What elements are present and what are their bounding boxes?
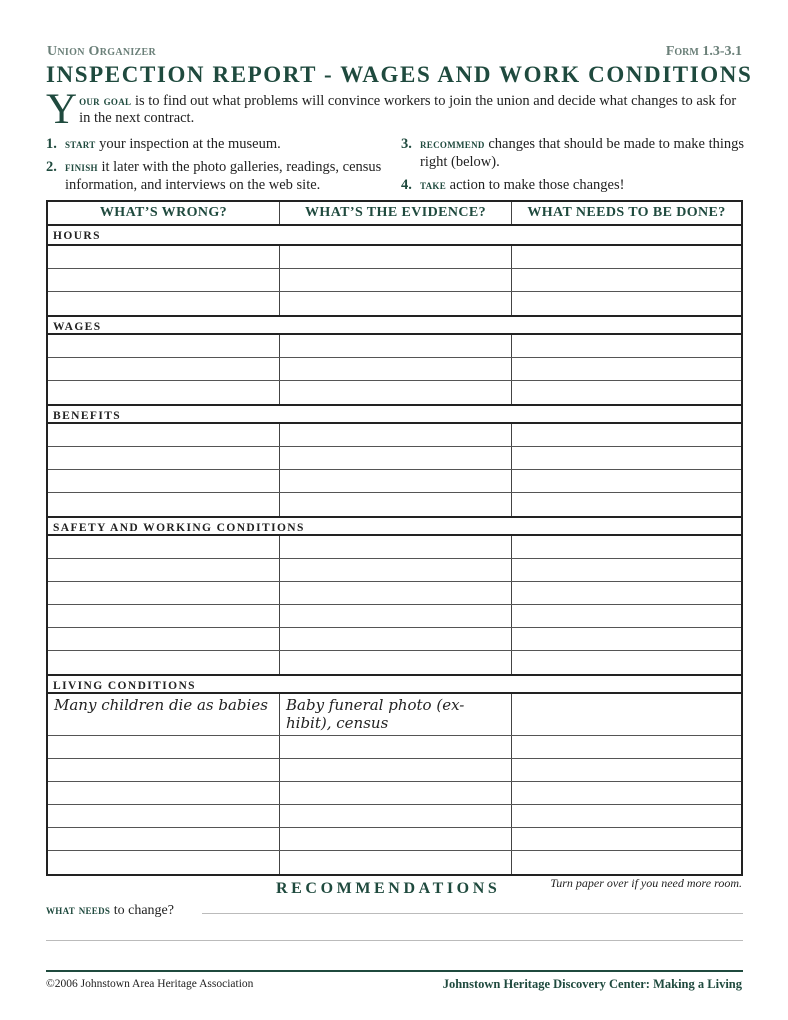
cell-evidence[interactable]	[280, 292, 512, 315]
cell-todo[interactable]	[512, 628, 741, 650]
table-row	[48, 851, 741, 874]
cell-evidence[interactable]	[280, 493, 512, 516]
cell-evidence[interactable]	[280, 470, 512, 492]
cell-evidence[interactable]	[280, 782, 512, 804]
cell-wrong[interactable]	[48, 582, 280, 604]
table-header	[48, 202, 741, 226]
cell-todo[interactable]	[512, 605, 741, 627]
step-2	[46, 158, 391, 194]
cell-todo[interactable]	[512, 335, 741, 357]
cell-evidence[interactable]	[280, 424, 512, 446]
table-row	[48, 605, 741, 628]
table-row	[48, 246, 741, 269]
cell-evidence[interactable]	[280, 736, 512, 758]
step-1	[46, 135, 386, 153]
recommendations-title: RECOMMENDATIONS	[276, 880, 501, 897]
table-row	[48, 782, 741, 805]
column-header-todo: WHAT NEEDS TO BE DONE?	[527, 205, 726, 220]
what-needs-keyword: what needs	[46, 902, 111, 917]
answer-line[interactable]	[202, 913, 743, 914]
page-title: INSPECTION REPORT - WAGES AND WORK CONDITIONS	[46, 62, 753, 87]
section-living: LIVING CONDITIONS	[48, 674, 741, 694]
step-text: changes that should be made to make things right (below).	[420, 136, 745, 170]
cell-todo[interactable]	[512, 559, 741, 581]
table-row	[48, 292, 741, 315]
step-keyword: finish	[65, 159, 98, 174]
copyright: ©2006 Johnstown Area Heritage Association	[46, 978, 254, 990]
cell-todo[interactable]	[512, 269, 741, 291]
table-row	[48, 536, 741, 559]
cell-evidence[interactable]	[280, 269, 512, 291]
cell-todo[interactable]	[512, 782, 741, 804]
table-row	[48, 736, 741, 759]
table-row	[48, 805, 741, 828]
program-label: Union Organizer	[47, 44, 157, 59]
cell-todo[interactable]	[512, 694, 741, 735]
table-row	[48, 424, 741, 447]
cell-wrong[interactable]	[48, 782, 280, 804]
table-row	[48, 381, 741, 404]
cell-wrong[interactable]	[48, 246, 280, 268]
cell-todo[interactable]	[512, 470, 741, 492]
step-text: it later with the photo galleries, readings, census information, and interviews on the web site.	[65, 159, 382, 193]
step-4	[401, 176, 746, 194]
cell-wrong[interactable]	[48, 559, 280, 581]
cell-wrong[interactable]	[48, 381, 280, 404]
answer-line[interactable]	[46, 940, 743, 941]
center-name: Johnstown Heritage Discovery Center: Making a Living	[442, 977, 742, 991]
cell-evidence[interactable]	[280, 628, 512, 650]
cell-todo[interactable]	[512, 759, 741, 781]
cell-todo[interactable]	[512, 736, 741, 758]
table-row	[48, 582, 741, 605]
cell-evidence[interactable]	[280, 536, 512, 558]
cell-wrong[interactable]	[48, 736, 280, 758]
cell-todo[interactable]	[512, 424, 741, 446]
table-row	[48, 694, 741, 736]
cell-todo[interactable]	[512, 292, 741, 315]
table-row	[48, 447, 741, 470]
cell-evidence[interactable]: Baby funeral photo (ex-hibit), census	[280, 694, 512, 735]
step-keyword: take	[420, 177, 447, 192]
step-number: 2.	[46, 159, 57, 175]
cell-wrong[interactable]	[48, 335, 280, 357]
goal-keyword: our goal	[79, 93, 132, 108]
cell-wrong[interactable]	[48, 493, 280, 516]
cell-evidence[interactable]	[280, 582, 512, 604]
table-row	[48, 493, 741, 516]
cell-evidence[interactable]	[280, 335, 512, 357]
table-row	[48, 759, 741, 782]
section-hours: HOURS	[48, 226, 741, 246]
cell-wrong[interactable]	[48, 424, 280, 446]
cell-wrong[interactable]	[48, 805, 280, 827]
step-text: your inspection at the museum.	[95, 136, 281, 152]
cell-wrong[interactable]	[48, 828, 280, 850]
cell-todo[interactable]	[512, 493, 741, 516]
inspection-table	[46, 200, 743, 876]
cell-todo[interactable]	[512, 651, 741, 674]
section-benefits: BENEFITS	[48, 404, 741, 424]
cell-evidence[interactable]	[280, 246, 512, 268]
cell-wrong[interactable]	[48, 851, 280, 874]
cell-evidence[interactable]	[280, 447, 512, 469]
cell-todo[interactable]	[512, 805, 741, 827]
cell-todo[interactable]	[512, 536, 741, 558]
cell-todo[interactable]	[512, 246, 741, 268]
what-needs-label	[46, 902, 174, 919]
column-header-wrong: WHAT’S WRONG?	[48, 202, 280, 224]
recommendations-note: Turn paper over if you need more room.	[550, 876, 742, 890]
cell-evidence[interactable]	[280, 651, 512, 674]
goal-paragraph	[46, 86, 746, 133]
cell-todo[interactable]	[512, 358, 741, 380]
table-row	[48, 358, 741, 381]
cell-todo[interactable]	[512, 582, 741, 604]
cell-wrong[interactable]: Many children die as babies	[48, 694, 280, 735]
section-safety: SAFETY AND WORKING CONDITIONS	[48, 516, 741, 536]
cell-wrong[interactable]	[48, 605, 280, 627]
cell-wrong[interactable]	[48, 269, 280, 291]
cell-wrong[interactable]	[48, 651, 280, 674]
table-row	[48, 335, 741, 358]
cell-evidence[interactable]	[280, 559, 512, 581]
cell-wrong[interactable]	[48, 470, 280, 492]
cell-wrong[interactable]	[48, 358, 280, 380]
step-number: 1.	[46, 136, 57, 152]
cell-evidence[interactable]	[280, 828, 512, 850]
what-needs-text: to change?	[110, 903, 174, 918]
drop-cap: Y	[46, 86, 78, 133]
cell-wrong[interactable]	[48, 628, 280, 650]
column-header-evidence: WHAT’S THE EVIDENCE?	[280, 202, 512, 224]
step-keyword: recommend	[420, 136, 485, 151]
table-row	[48, 651, 741, 674]
footer-divider	[46, 970, 743, 972]
table-row	[48, 269, 741, 292]
cell-todo[interactable]	[512, 447, 741, 469]
cell-evidence[interactable]	[280, 759, 512, 781]
cell-evidence[interactable]	[280, 851, 512, 874]
table-row	[48, 628, 741, 651]
table-row	[48, 559, 741, 582]
cell-evidence[interactable]	[280, 805, 512, 827]
step-number: 3.	[401, 136, 412, 152]
cell-todo[interactable]	[512, 828, 741, 850]
cell-todo[interactable]	[512, 381, 741, 404]
cell-wrong[interactable]	[48, 447, 280, 469]
section-wages: WAGES	[48, 315, 741, 335]
cell-evidence[interactable]	[280, 381, 512, 404]
cell-todo[interactable]	[512, 851, 741, 874]
step-keyword: start	[65, 136, 96, 151]
cell-wrong[interactable]	[48, 536, 280, 558]
step-number: 4.	[401, 177, 412, 193]
form-number: Form 1.3-3.1	[665, 44, 742, 59]
cell-wrong[interactable]	[48, 292, 280, 315]
table-row	[48, 828, 741, 851]
cell-evidence[interactable]	[280, 358, 512, 380]
step-3	[401, 135, 746, 171]
goal-text: is to find out what problems will convince workers to join the union and decide what changes to ask for in the next contract.	[79, 93, 737, 126]
cell-evidence[interactable]	[280, 605, 512, 627]
table-row	[48, 470, 741, 493]
cell-wrong[interactable]	[48, 759, 280, 781]
step-text: action to make those changes!	[446, 177, 625, 193]
